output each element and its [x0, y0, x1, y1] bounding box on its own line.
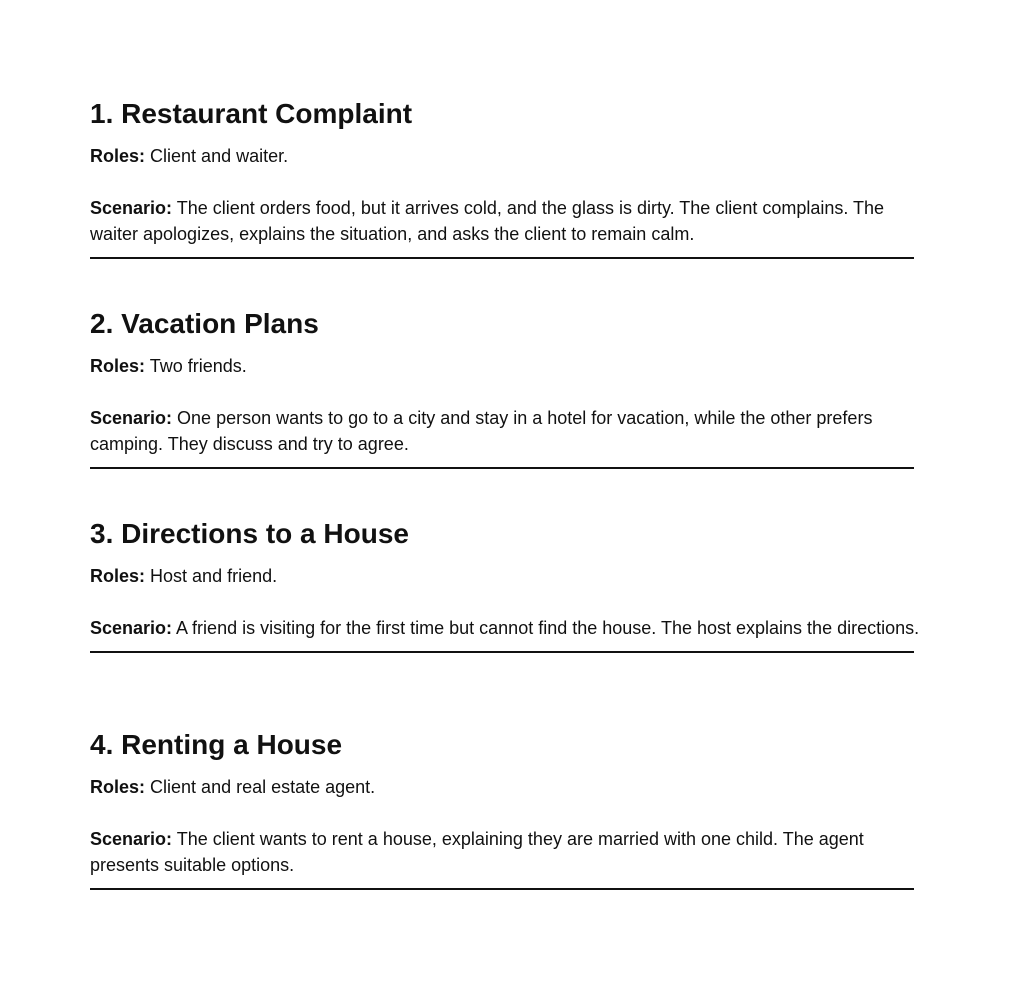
- scenario-label: Scenario:: [90, 198, 173, 218]
- roles-text: Client and real estate agent.: [150, 777, 376, 797]
- scenario-paragraph: [90, 826, 920, 878]
- roles-label: Roles:: [90, 356, 146, 376]
- scenario-label: Scenario:: [90, 408, 173, 428]
- roles-label: Roles:: [90, 777, 146, 797]
- scenario-paragraph: [90, 615, 920, 641]
- roles-label: Roles:: [90, 146, 146, 166]
- section-divider: [90, 651, 914, 653]
- section-title: 4. Renting a House: [90, 729, 343, 760]
- section-directions-to-a-house: [90, 517, 920, 653]
- scenario-text: The client orders food, but it arrives cold, and the glass is dirty. The client complains. The waiter apologizes, explains the situation, and asks the client to remain calm.: [90, 198, 885, 244]
- section-title: 3. Directions to a House: [90, 518, 409, 549]
- roles-label: Roles:: [90, 566, 146, 586]
- roles-text: Client and waiter.: [150, 146, 289, 166]
- scenario-text: A friend is visiting for the first time but cannot find the house. The host explains the directions.: [176, 618, 920, 638]
- section-divider: [90, 257, 914, 259]
- scenario-paragraph: [90, 195, 920, 247]
- roles-text: Two friends.: [149, 356, 247, 376]
- scenario-label: Scenario:: [90, 618, 173, 638]
- scenario-label: Scenario:: [90, 829, 173, 849]
- scenario-text: One person wants to go to a city and stay in a hotel for vacation, while the other prefers camping. They discuss and try to agree.: [90, 408, 873, 454]
- section-restaurant-complaint: [90, 97, 920, 259]
- roles-text: Host and friend.: [150, 566, 278, 586]
- roles-line: [90, 353, 920, 379]
- roles-line: [90, 774, 920, 800]
- roles-line: [90, 563, 920, 589]
- section-divider: [90, 888, 914, 890]
- scenario-paragraph: [90, 405, 920, 457]
- section-title: 1. Restaurant Complaint: [90, 98, 413, 129]
- section-divider: [90, 467, 914, 469]
- roles-line: [90, 143, 920, 169]
- scenario-text: The client wants to rent a house, explaining they are married with one child. The agent presents suitable options.: [90, 829, 864, 875]
- section-title: 2. Vacation Plans: [90, 308, 319, 339]
- section-renting-a-house: [90, 728, 920, 890]
- section-vacation-plans: [90, 307, 920, 469]
